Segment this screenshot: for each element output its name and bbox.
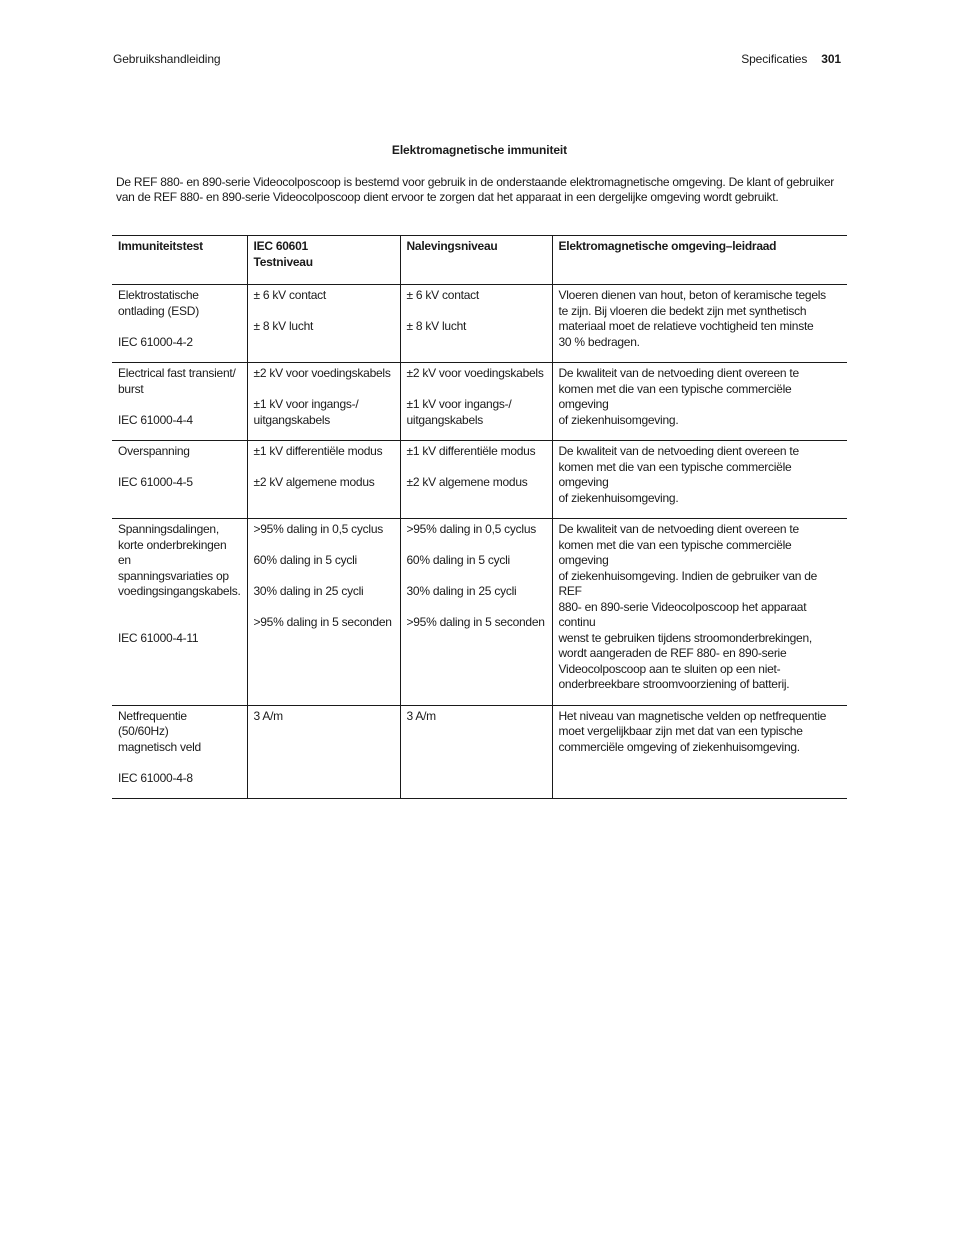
cell-line: (50/60Hz): [118, 724, 169, 738]
cell-line: moet vergelijkbaar zijn met dat van een typische: [558, 724, 803, 738]
header-iec-test-level: [247, 236, 400, 285]
cell-spacer: [118, 397, 242, 413]
cell-spacer: [118, 600, 242, 616]
test-level-cell: [247, 441, 400, 519]
cell-line: Vloeren dienen van hout, beton of keramische tegels: [558, 288, 826, 302]
cell-line: wenst te gebruiken tijdens stroomonderbrekingen,: [558, 630, 812, 645]
test-level-cell: [247, 363, 400, 441]
cell-line: uitgangskabels: [253, 412, 331, 427]
cell-line: of ziekenhuisomgeving.: [558, 412, 679, 427]
cell-line: Netfrequentie: [118, 708, 187, 723]
cell-line: ± 6 kV contact: [406, 288, 479, 302]
section-name: Specificaties: [741, 52, 808, 66]
cell-line: Spanningsdalingen,: [118, 522, 219, 536]
header-immunity-test: [112, 236, 247, 285]
immunity-table: [112, 235, 847, 799]
cell-spacer: [118, 319, 242, 335]
cell-line: spanningsvariaties op: [118, 568, 229, 583]
cell-line: burst: [118, 381, 144, 396]
cell-line: komen met die van een typische commerciële omgeving: [558, 537, 795, 567]
cell-spacer: [407, 538, 547, 554]
cell-line: Het niveau van magnetische velden op netfrequentie: [558, 708, 827, 723]
cell-line: Videocolposcoop aan te sluiten op een niet-: [558, 661, 781, 676]
cell-line: IEC 60601: [253, 239, 308, 253]
header-compliance-level: [400, 236, 552, 285]
page-number: 301: [821, 52, 841, 66]
cell-line: ±1 kV differentiële modus: [253, 444, 383, 458]
cell-spacer: [254, 460, 395, 476]
cell-line: Overspanning: [118, 444, 190, 458]
test-level-cell: [247, 285, 400, 363]
cell-line: Electrical fast transient/: [118, 366, 236, 380]
cell-line: >95% daling in 0,5 cyclus: [253, 522, 383, 536]
compliance-level-cell: [400, 285, 552, 363]
table-body: [112, 285, 847, 799]
intro-paragraph: De REF 880- en 890-serie Videocolposcoop is bestemd voor gebruik in de onderstaande elektromagnetische omgeving. De klant of gebruiker van de REF 880- en 890-serie Videocolposcoop dient ervoor te zorgen dat het apparaat in een dergelijke omgeving wordt gebruikt.: [116, 175, 835, 204]
cell-spacer: [254, 600, 395, 616]
guidance-cell: [552, 705, 847, 799]
cell-line: commerciële omgeving of ziekenhuisomgeving.: [558, 739, 800, 754]
cell-line: IEC 61000-4-5: [118, 475, 193, 489]
guidance-cell: [552, 519, 847, 706]
header-right: [741, 52, 841, 66]
compliance-level-cell: [400, 705, 552, 799]
cell-line: IEC 61000-4-8: [118, 770, 193, 785]
cell-spacer: [254, 538, 395, 554]
cell-line: ± 6 kV contact: [253, 288, 326, 302]
cell-line: De kwaliteit van de netvoeding dient overeen te: [558, 444, 799, 458]
cell-line: komen met die van een typische commerciële omgeving: [558, 381, 795, 411]
cell-line: of ziekenhuisomgeving.: [558, 490, 679, 505]
cell-spacer: [118, 755, 242, 771]
cell-spacer: [407, 569, 547, 585]
compliance-level-cell: [400, 519, 552, 706]
cell-spacer: [254, 304, 395, 320]
cell-line: 30 % bedragen.: [558, 334, 640, 349]
document-title: Gebruikshandleiding: [113, 52, 221, 66]
cell-line: ±2 kV algemene modus: [253, 475, 375, 489]
cell-line: Immuniteitstest: [118, 239, 203, 253]
cell-line: ±2 kV algemene modus: [406, 475, 528, 489]
cell-line: magnetisch veld: [118, 739, 201, 754]
cell-line: wordt aangeraden de REF 880- en 890-serie: [558, 646, 787, 660]
section-title: Elektromagnetische immuniteit: [391, 143, 568, 157]
cell-spacer: [407, 460, 547, 476]
cell-spacer: [118, 460, 242, 476]
cell-line: onderbreekbare stroomvoorziening of batterij.: [558, 677, 790, 691]
cell-line: >95% daling in 5 seconden: [253, 615, 392, 629]
cell-line: ±2 kV voor voedingskabels: [253, 366, 391, 380]
cell-line: voedingsingangskabels.: [118, 584, 241, 598]
cell-line: ±2 kV voor voedingskabels: [406, 366, 544, 380]
cell-line: Testniveau: [253, 254, 313, 269]
cell-line: IEC 61000-4-4: [118, 412, 193, 427]
test-level-cell: [247, 705, 400, 799]
immunity-test-cell: [112, 285, 247, 363]
table-row: [112, 363, 847, 441]
guidance-cell: [552, 285, 847, 363]
header-em-environment: [552, 236, 847, 285]
guidance-cell: [552, 363, 847, 441]
cell-spacer: [118, 615, 242, 631]
cell-spacer: [407, 304, 547, 320]
cell-line: Elektromagnetische omgeving–leidraad: [558, 239, 777, 253]
cell-line: korte onderbrekingen en: [118, 537, 230, 567]
compliance-level-cell: [400, 441, 552, 519]
cell-line: >95% daling in 0,5 cyclus: [406, 522, 536, 536]
cell-line: >95% daling in 5 seconden: [406, 615, 545, 629]
immunity-test-cell: [112, 441, 247, 519]
cell-spacer: [254, 569, 395, 585]
cell-spacer: [254, 382, 395, 398]
cell-line: 30% daling in 25 cycli: [406, 584, 517, 598]
cell-line: of ziekenhuisomgeving. Indien de gebruiker van de REF: [558, 568, 821, 598]
cell-line: De kwaliteit van de netvoeding dient overeen te: [558, 522, 799, 536]
cell-line: 60% daling in 5 cycli: [406, 553, 510, 567]
page-header: [113, 52, 841, 70]
cell-line: Elektrostatische: [118, 288, 199, 302]
cell-line: uitgangskabels: [406, 412, 484, 427]
cell-line: 3 A/m: [406, 708, 436, 723]
immunity-test-cell: [112, 363, 247, 441]
cell-spacer: [407, 382, 547, 398]
cell-spacer: [407, 600, 547, 616]
cell-line: Nalevingsniveau: [406, 239, 498, 253]
table-header-row: [112, 236, 847, 285]
cell-line: IEC 61000-4-11: [118, 630, 199, 645]
cell-line: 3 A/m: [253, 708, 283, 723]
cell-line: materiaal moet de relatieve vochtigheid ten minste: [558, 319, 814, 333]
test-level-cell: [247, 519, 400, 706]
immunity-test-cell: [112, 519, 247, 706]
cell-line: ± 8 kV lucht: [406, 319, 467, 333]
table-row: [112, 519, 847, 706]
cell-line: IEC 61000-4-2: [118, 334, 193, 349]
table-row: [112, 441, 847, 519]
guidance-cell: [552, 441, 847, 519]
cell-line: ± 8 kV lucht: [253, 319, 314, 333]
cell-line: 30% daling in 25 cycli: [253, 584, 364, 598]
cell-line: ±1 kV voor ingangs-/: [253, 397, 359, 411]
cell-line: te zijn. Bij vloeren die bedekt zijn met synthetisch: [558, 303, 807, 318]
compliance-level-cell: [400, 363, 552, 441]
cell-line: ±1 kV voor ingangs-/: [406, 397, 512, 411]
immunity-test-cell: [112, 705, 247, 799]
table-row: [112, 705, 847, 799]
cell-line: De kwaliteit van de netvoeding dient overeen te: [558, 366, 799, 380]
cell-line: 60% daling in 5 cycli: [253, 553, 357, 567]
table-row: [112, 285, 847, 363]
cell-line: komen met die van een typische commerciële omgeving: [558, 459, 795, 489]
cell-line: 880- en 890-serie Videocolposcoop het apparaat continu: [558, 599, 810, 629]
cell-line: ontlading (ESD): [118, 303, 199, 318]
cell-line: ±1 kV differentiële modus: [406, 444, 536, 458]
